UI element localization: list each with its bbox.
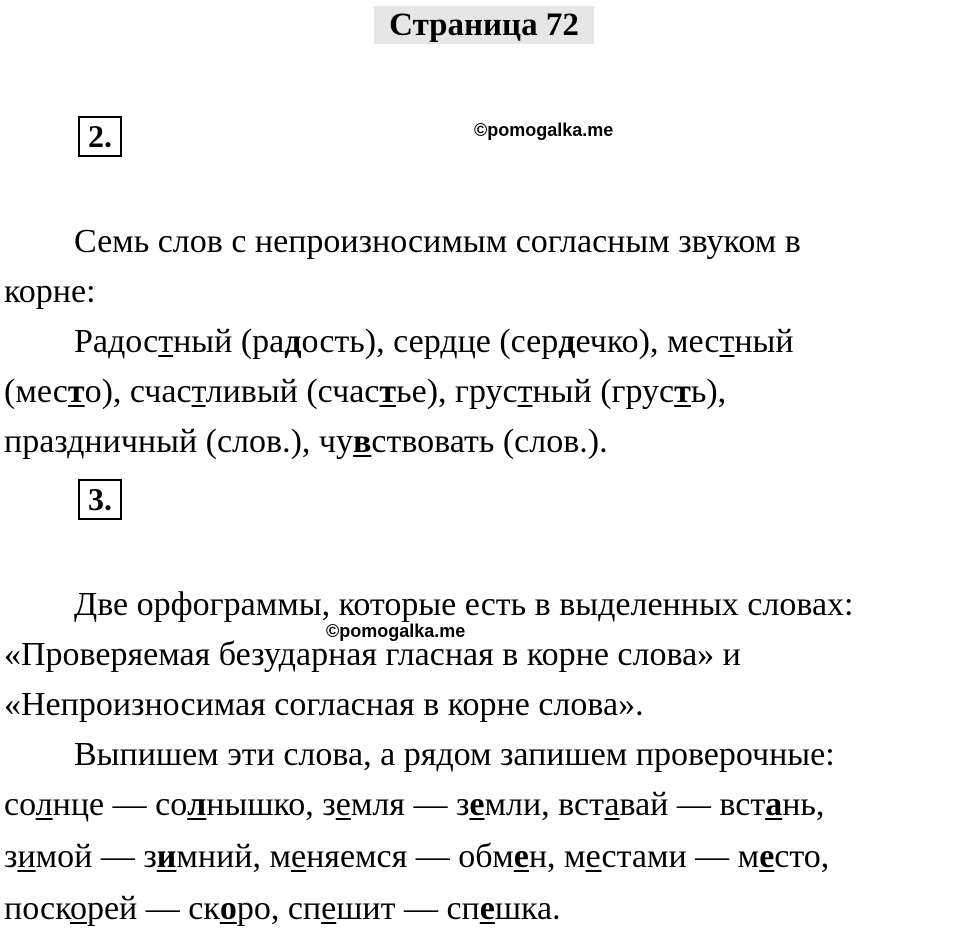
text-segment: ечко), мес [575,323,720,360]
text-segment: ье), грус [396,373,518,410]
orthogram-letter: о [69,890,87,927]
text-segment: со [4,786,36,823]
orthogram-letter: и [17,838,36,875]
text-segment: шит — сп [336,890,480,927]
orthogram-letter: д [67,423,85,460]
text-segment: нь, [782,786,825,823]
text-segment: нце — со [52,786,188,823]
orthogram-letter: д [558,323,576,360]
orthogram-letter: е [321,890,337,927]
text-segment: ный (ра [173,323,285,360]
orthogram-letter: т [379,373,397,410]
task-2-intro-line-2: корне: [4,273,96,310]
orthogram-letter: т [674,373,691,410]
text-segment: з [4,838,18,875]
text-segment: ливый (счас [205,373,380,410]
orthogram-letter: д [284,323,302,360]
task-3-intro-line-2: «Проверяемая безударная гласная в корне слова» и [4,636,741,673]
text-segment: рей — ск [86,890,220,927]
orthogram-letter: т [191,373,206,410]
text-segment: (мес [4,373,68,410]
text-segment: мли, вст [484,786,605,823]
orthogram-letter: т [67,373,85,410]
watermark-overlay: ©pomogalka.me [326,621,466,641]
orthogram-letter: и [156,838,177,875]
task-3-number: 3. [78,479,122,520]
text-segment: ро, сп [236,890,322,927]
text-segment: ость), сер [301,323,441,360]
text-segment: ствовать (слов.). [371,423,608,460]
orthogram-letter: е [335,786,351,823]
task-3-intro-line-4: Выпишем эти слова, а рядом запишем проверочные: [74,736,835,773]
text-segment: ный [734,323,794,360]
text-segment: мой — з [35,838,157,875]
task-2-intro-line-1: Семь слов с непроизносимым согласным звуком в [74,223,801,260]
orthogram-letter: в [353,423,372,460]
text-segment: сто, [774,838,830,875]
task-3-words-line-1 [4,785,824,825]
orthogram-letter: л [187,786,207,823]
text-segment: праз [4,423,68,460]
text-segment: нышко, з [206,786,336,823]
text-segment: шка. [494,890,561,927]
text-segment: ничный (слов.), чу [84,423,354,460]
text-segment: поск [4,890,70,927]
orthogram-letter: е [759,838,775,875]
orthogram-letter: о [219,890,237,927]
orthogram-letter: л [35,786,53,823]
text-segment: н, м [528,838,586,875]
page-title: Страница 72 [374,6,594,44]
task-2-answer-line-2 [4,372,726,412]
orthogram-letter: д [440,323,458,360]
text-segment: мний, м [176,838,292,875]
text-segment: це (сер [457,323,559,360]
text-segment: Радос [74,323,159,360]
task-3-words-line-3 [4,889,561,929]
orthogram-letter: т [158,323,174,360]
text-segment: ь), [690,373,727,410]
orthogram-letter: т [517,373,533,410]
text-segment: мля — з [350,786,470,823]
text-segment: ный (грус [532,373,675,410]
orthogram-letter: а [765,786,783,823]
orthogram-letter: а [604,786,620,823]
task-3-intro-line-3: «Непроизносимая согласная в корне слова». [4,686,644,723]
task-2-answer-line-3 [4,422,608,462]
orthogram-letter: е [513,838,529,875]
text-segment: стами — м [601,838,760,875]
orthogram-letter: е [479,890,495,927]
text-segment: няемся — обм [306,838,514,875]
watermark: ©pomogalka.me [474,120,614,140]
orthogram-letter: е [585,838,602,875]
text-segment: вай — вст [619,786,766,823]
task-3-intro-line-1: Две орфограммы, которые есть в выделенных словах: [74,586,854,623]
orthogram-letter: т [719,323,735,360]
task-2-answer-line-1 [74,322,794,362]
task-2-number: 2. [78,116,122,157]
orthogram-letter: е [469,786,485,823]
orthogram-letter: е [291,838,307,875]
text-segment: о), счас [84,373,192,410]
task-3-words-line-2 [4,837,829,877]
